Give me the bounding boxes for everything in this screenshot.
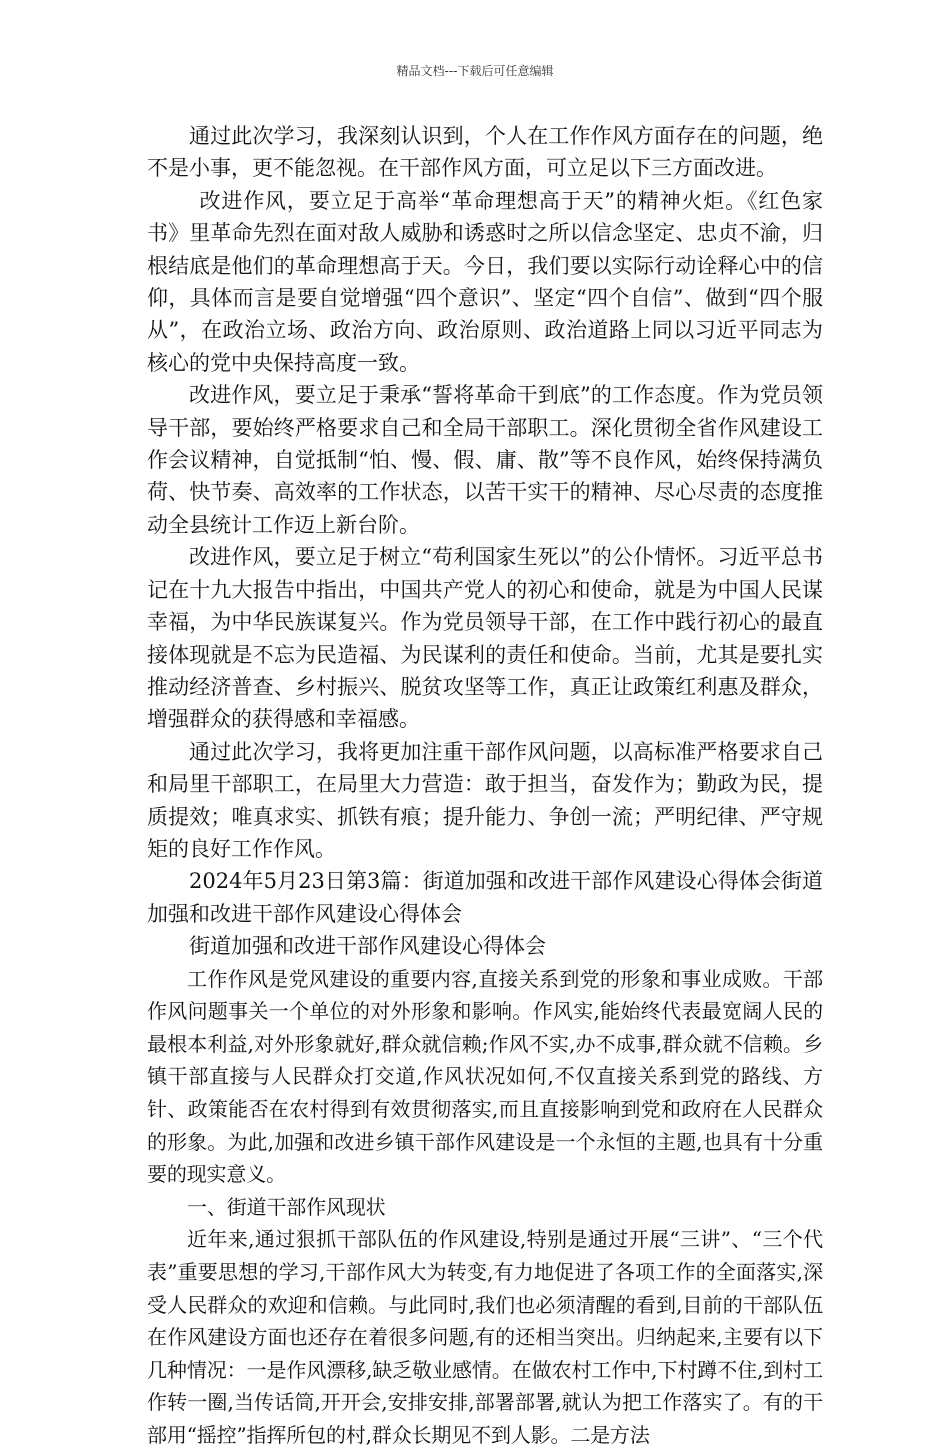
document-body — [147, 120, 823, 1451]
paragraph: 改进作风，要立足于秉承“誓将革命干到底”的工作态度。作为党员领导干部，要始终严格要求自己和全局干部职工。深化贯彻全省作风建设工作会议精神，自觉抵制“怕、慢、假、庸、散”等不良作风，始终保持满负荷、快节奏、高效率的工作状态，以苦干实干的精神、尽心尽责的态度推动全县统计工作迈上新台阶。 — [147, 383, 823, 537]
paragraph: 工作作风是党风建设的重要内容,直接关系到党的形象和事业成败。干部作风问题事关一个单位的对外形象和影响。作风实,能始终代表最宽阔人民的最根本利益,对外形象就好,群众就信赖;作风不实,办不成事,群众就不信赖。乡镇干部直接与人民群众打交道,作风状况如何,不仅直接关系到党的路线、方针、政策能否在农村得到有效贯彻落实,而且直接影响到党和政府在人民群众的形象。为此,加强和改进乡镇干部作风建设是一个永恒的主题,也具有十分重要的现实意义。 — [147, 966, 823, 1187]
paragraph: 通过此次学习，我深刻认识到，个人在工作作风方面存在的问题，绝不是小事，更不能忽视。在干部作风方面，可立足以下三方面改进。 — [147, 124, 823, 181]
section-heading: 一、街道干部作风现状 — [187, 1194, 386, 1219]
paragraph: 改进作风，要立足于高举“革命理想高于天”的精神火炬。《红色家书》里革命先烈在面对敌人威胁和诱惑时之所以信念坚定、忠贞不渝，归根结底是他们的革命理想高于天。今日，我们要以实际行动诠释心中的信仰，具体而言是要自觉增强“四个意识”、坚定“四个自信”、做到“四个服从”，在政治立场、政治方向、政治原则、政治道路上同以习近平同志为核心的党中央保持高度一致。 — [147, 188, 823, 375]
paragraph: 近年来,通过狠抓干部队伍的作风建设,特别是通过开展“三讲”、“三个代表”重要思想的学习,干部作风大为转变,有力地促进了各项工作的全面落实,深受人民群众的欢迎和信赖。与此同时,我们也必须清醒的看到,目前的干部队伍在作风建设方面也还存在着很多问题,有的还相当突出。归纳起来,主要有以下几种情况：一是作风漂移,缺乏敬业感情。在做农村工作中,下村蹲不住,到村工作转一圈,当传话筒,开开会,安排安排,部署部署,就认为把工作落实了。有的干部用“摇控”指挥所包的村,群众长期见不到人影。二是方法 — [147, 1227, 823, 1447]
section-title: 2024年5月23日第3篇：街道加强和改进干部作风建设心得体会街道加强和改进干部作风建设心得体会 — [147, 869, 823, 926]
paragraph: 通过此次学习，我将更加注重干部作风问题，以高标准严格要求自己和局里干部职工，在局里大力营造：敢于担当，奋发作为；勤政为民，提质提效；唯真求实、抓铁有痕；提升能力、争创一流；严明纪律、严守规矩的良好工作作风。 — [147, 739, 823, 861]
paragraph: 改进作风，要立足于树立“苟利国家生死以”的公仆情怀。习近平总书记在十九大报告中指出，中国共产党人的初心和使命，就是为中国人民谋幸福，为中华民族谋复兴。作为党员领导干部，在工作中践行初心的最直接体现就是不忘为民造福、为民谋利的责任和使命。当前，尤其是要扎实推动经济普查、乡村振兴、脱贫攻坚等工作，真正让政策红利惠及群众，增强群众的获得感和幸福感。 — [147, 545, 823, 732]
article-title: 街道加强和改进干部作风建设心得体会 — [189, 934, 546, 959]
page-header: 精品文档---下载后可任意编辑 — [396, 64, 554, 78]
